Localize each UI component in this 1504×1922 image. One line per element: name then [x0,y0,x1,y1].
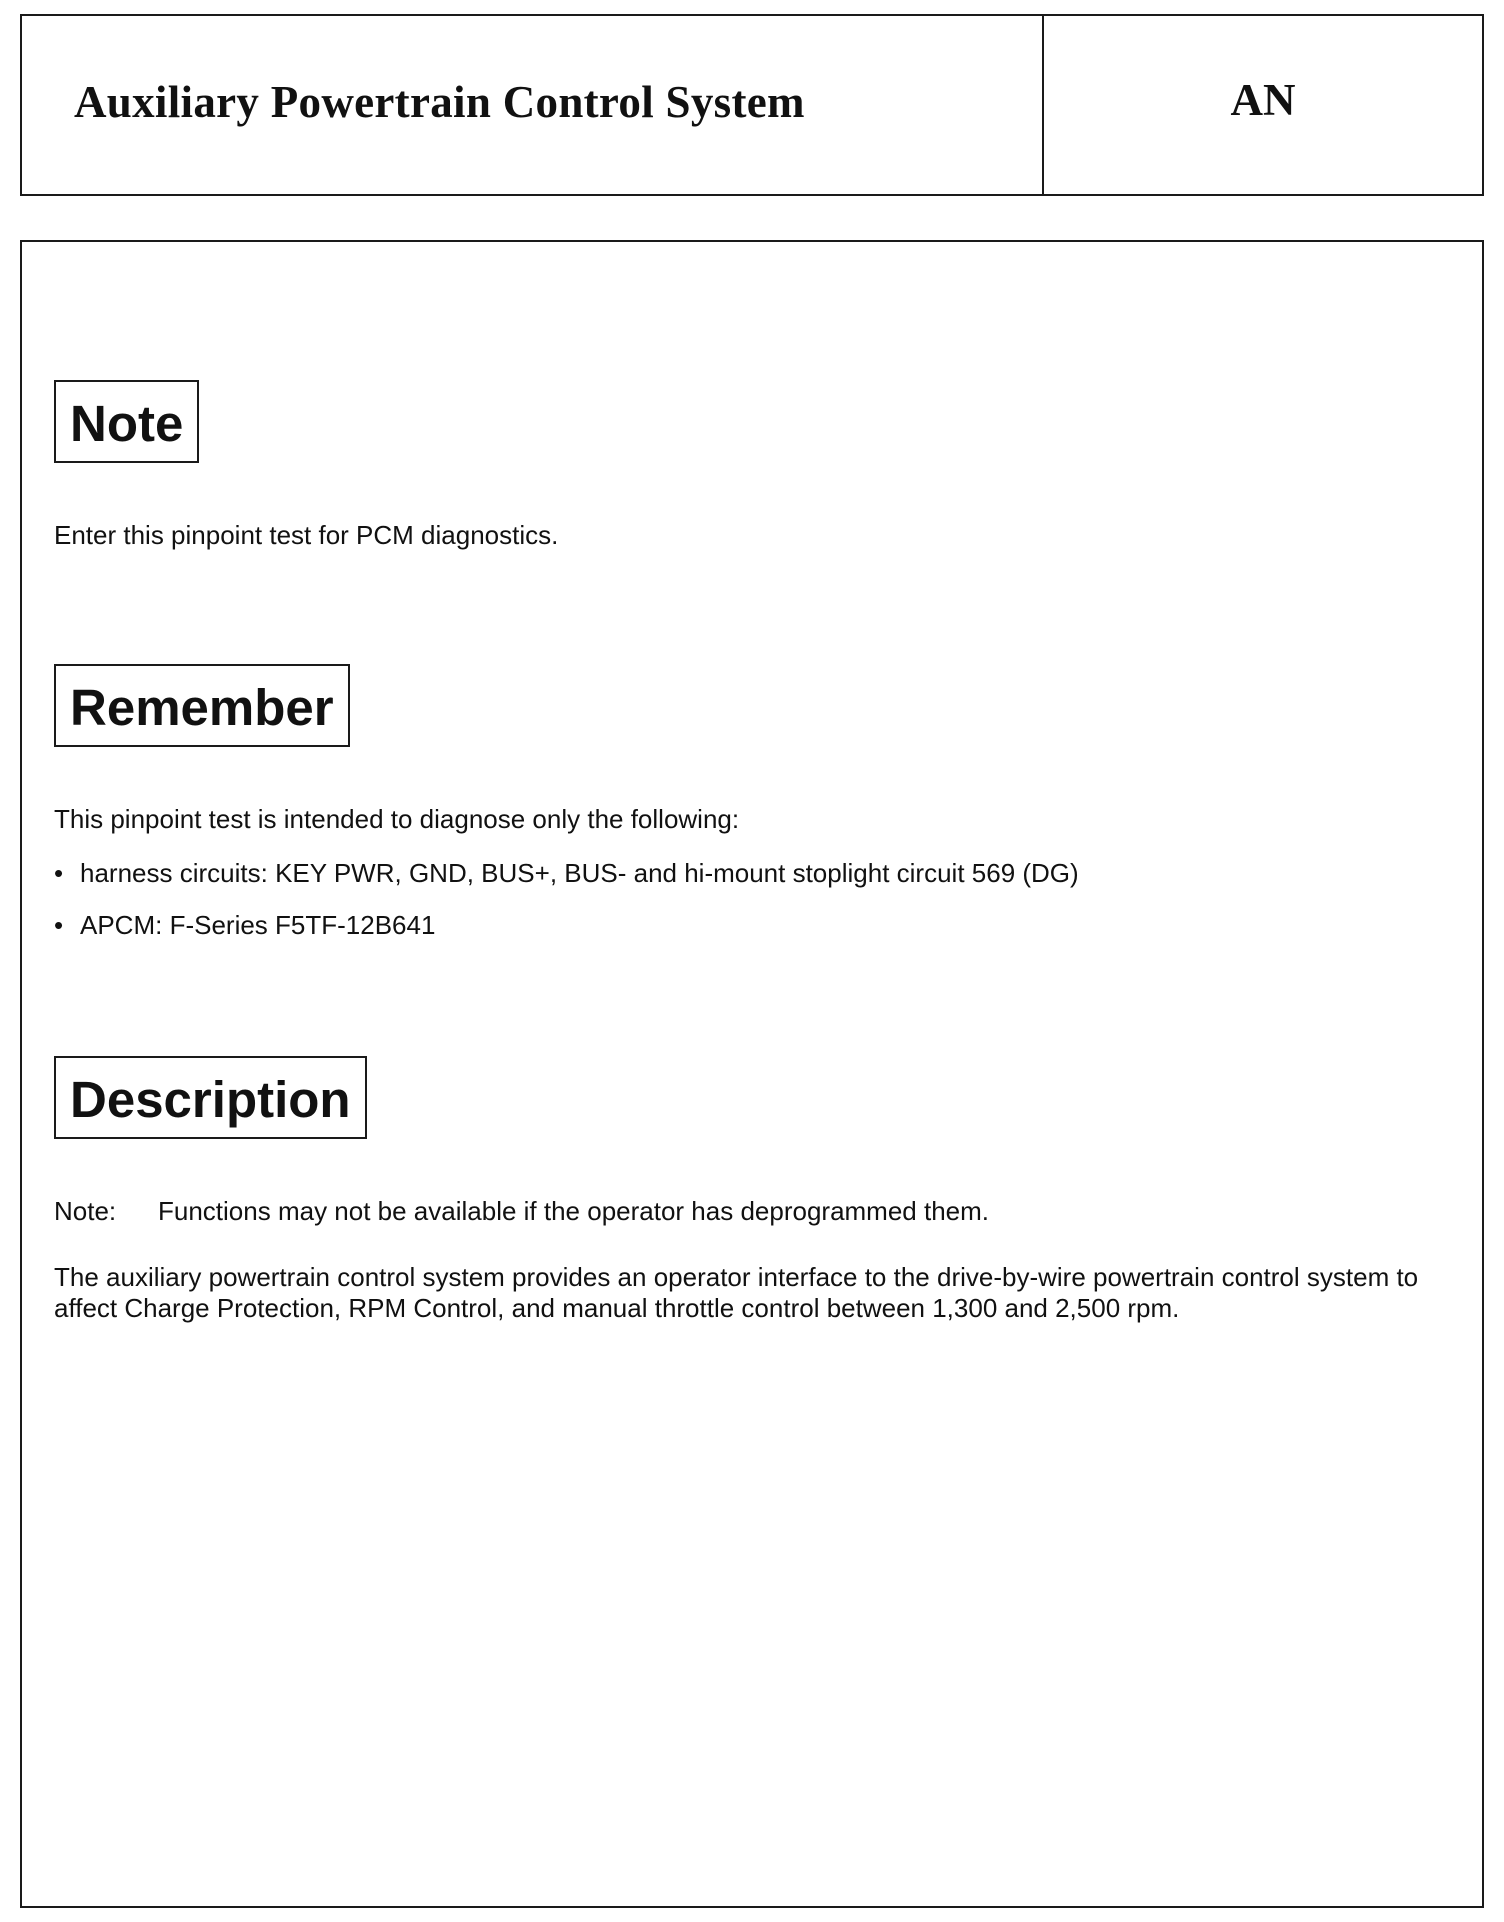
note-heading: Note [54,380,199,463]
description-paragraph: The auxiliary powertrain control system provides an operator interface to the drive-by-wire powertrain control system to affect Charge Protection, RPM Control, and manual throttle control between 1,300 and 2,500 rpm. [54,1262,1419,1323]
note-text: Enter this pinpoint test for PCM diagnostics. [54,520,559,550]
page-title: Auxiliary Powertrain Control System [74,77,805,127]
section-code: AN [1230,75,1296,125]
description-heading: Description [54,1056,367,1139]
description-note-text: Functions may not be available if the operator has deprogrammed them. [158,1196,990,1226]
description-note [54,1196,989,1227]
bullet-icon: • [54,858,64,888]
list-item [54,910,435,941]
list-item [54,858,1079,889]
content-panel [20,240,1484,1908]
bullet-text: harness circuits: KEY PWR, GND, BUS+, BUS- and hi-mount stoplight circuit 569 (DG) [80,858,1079,888]
bullet-icon: • [54,910,64,940]
bullet-text: APCM: F-Series F5TF-12B641 [80,910,436,940]
remember-intro: This pinpoint test is intended to diagnose only the following: [54,804,740,834]
header-title-cell [22,16,1044,194]
remember-heading: Remember [54,664,350,747]
description-note-label: Note: [54,1196,117,1226]
header-code-cell [1044,16,1482,194]
page-header [20,14,1484,196]
